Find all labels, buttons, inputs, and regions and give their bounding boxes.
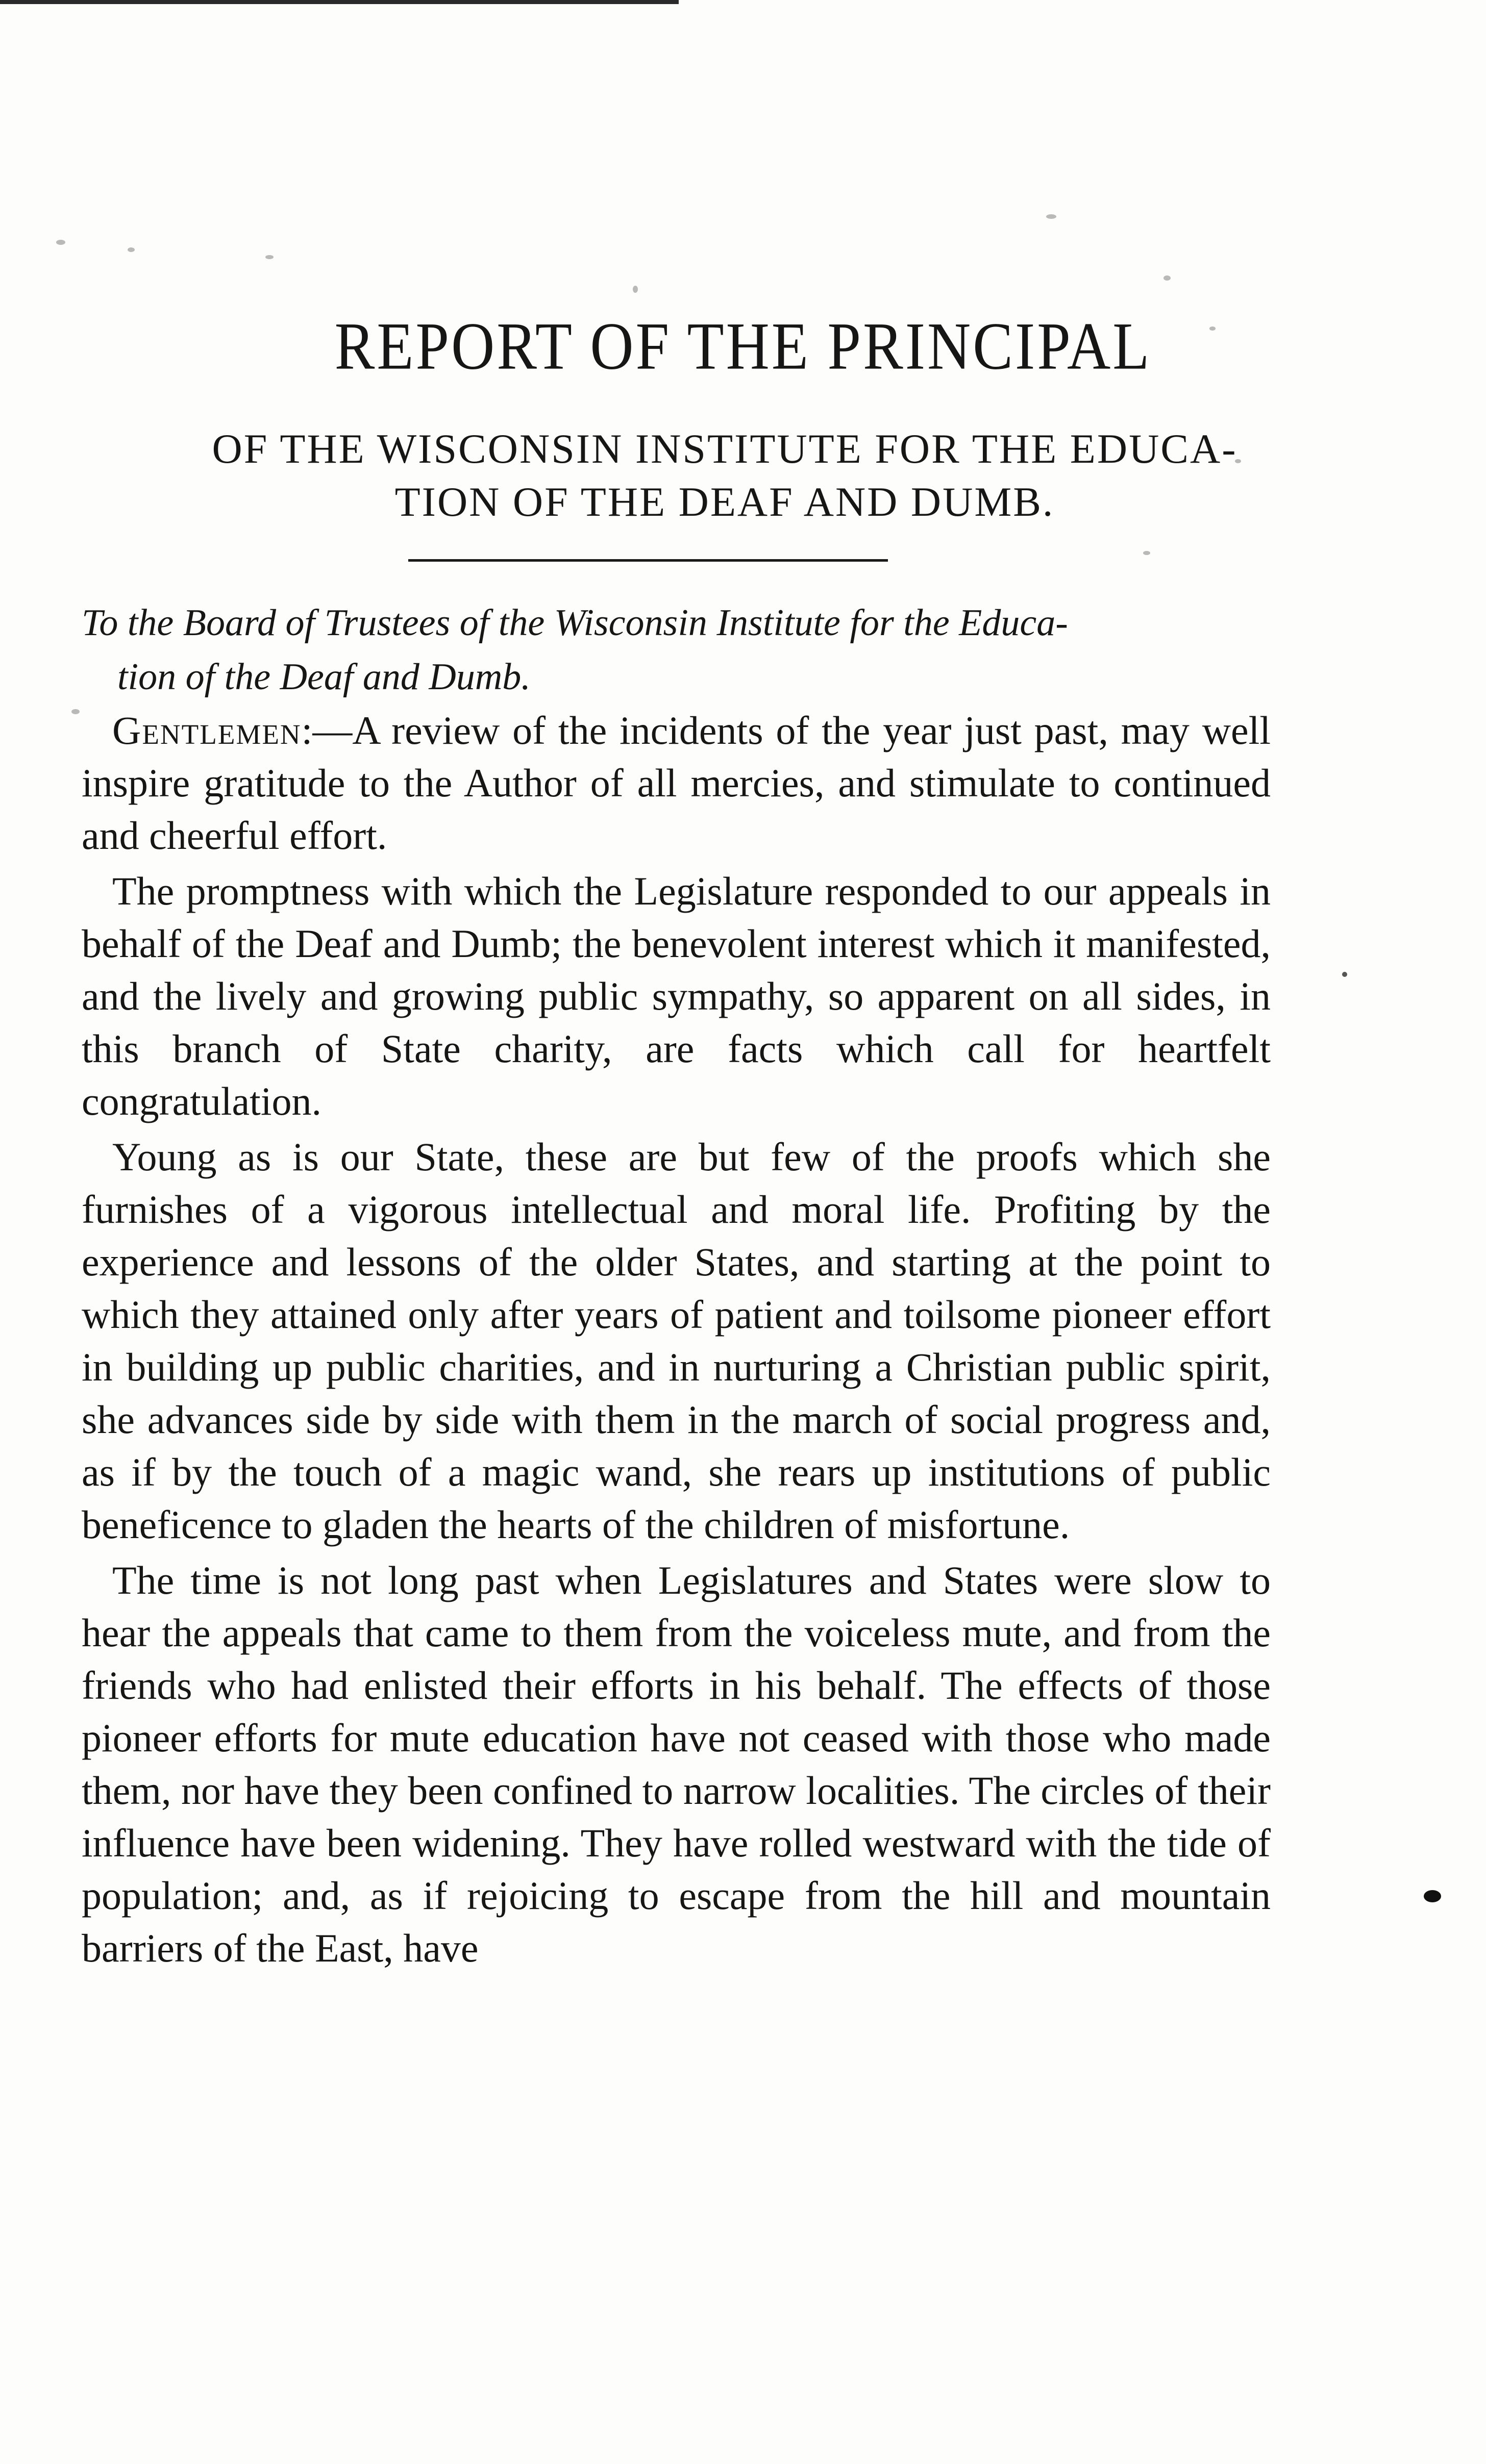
scan-noise-speck [1143,551,1150,555]
report-title: REPORT OF THE PRINCIPAL [334,309,1152,384]
paragraph-1 [82,704,1271,862]
scan-noise-speck [128,247,135,252]
scan-top-edge [0,0,679,4]
title-rule [408,559,888,562]
scan-noise-speck [265,255,274,259]
address-line-1: To the Board of Trustees of the Wisconsin Institute for the Educa- [82,602,1068,644]
scan-noise-speck [71,709,80,714]
salutation: Gentlemen [112,708,302,752]
report-subtitle [61,422,1388,529]
paragraph-1-text: :—A review of the incidents of the year just past, may well inspire gratitude to the Author of all mercies, and stimulate to continued and cheerful effort. [82,708,1271,858]
scan-noise-speck [1046,214,1056,219]
scan-noise-speck [1163,275,1171,281]
paragraph-3: Young as is our State, these are but few of the proofs which she furnishes of a vigorous intellectual and moral life. Profiting by the experience and lessons of the older States, and starting at the point to which they attained only after years of patient and toilsome pioneer effort in building up public charities, and in nurturing a Christian public spirit, she advances side by side with them in the march of social progress and, as if by the touch of a magic wand, she rears up institutions of public beneficence to gladen the hearts of the children of misfortune. [82,1135,1271,1547]
report-subtitle-line-2: TION OF THE DEAF AND DUMB. [394,479,1055,525]
paragraph-4: The time is not long past when Legislatures and States were slow to hear the appeals that came to them from the voiceless mute, and from the friends who had enlisted their efforts in his behalf. The effects of those pioneer efforts for mute education have not ceased with those who made them, nor have they been confined to narrow localities. The circles of their influence have been widening. They have rolled westward with the tide of population; and, as if rejoicing to escape from the hill and mountain barriers of the East, have [82,1558,1271,1970]
address-line-2: tion of the Deaf and Dumb. [117,656,531,698]
scan-noise-speck [633,286,638,293]
paragraph-2: The promptness with which the Legislature responded to our appeals in behalf of the Deaf and Dumb; the benevolent interest which it manifested, and the lively and growing public sympathy, so apparent on all sides, in this branch of State charity, are facts which call for heartfelt congratulation. [82,869,1271,1123]
report-subtitle-line-1: OF THE WISCONSIN INSTITUTE FOR THE EDUCA- [212,425,1237,472]
ink-blot [1342,972,1347,977]
scan-noise-speck [56,240,65,245]
address-line [82,596,1271,704]
ink-blot [1424,1890,1441,1902]
report-body [82,704,1271,1977]
